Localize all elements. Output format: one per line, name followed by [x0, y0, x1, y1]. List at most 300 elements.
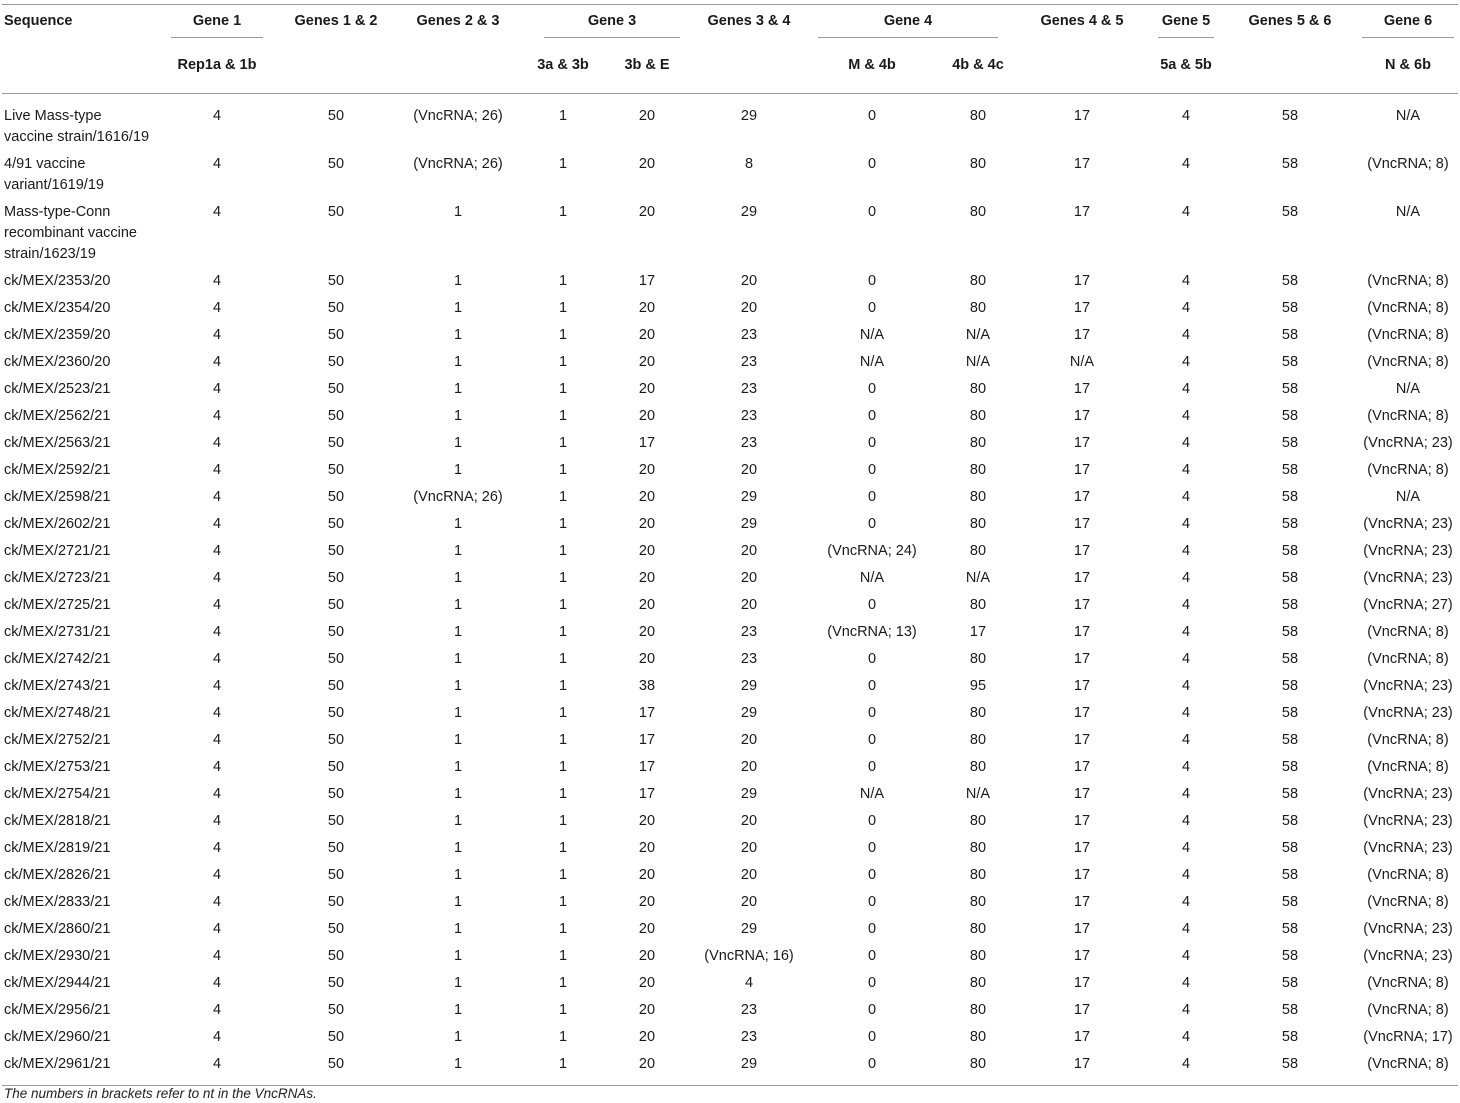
value-cell: 17	[1073, 1002, 1091, 1018]
value-cell: 17	[1073, 732, 1091, 748]
value-cell: 4	[212, 840, 222, 856]
value-cell: 4	[212, 543, 222, 559]
sequence-cell: ck/MEX/2956/21	[4, 1002, 111, 1018]
value-cell: 58	[1281, 570, 1299, 586]
value-cell: (VncRNA; 8)	[1367, 156, 1449, 172]
value-cell: 8	[744, 156, 754, 172]
value-cell: 4	[1181, 204, 1191, 220]
value-cell: 50	[327, 759, 345, 775]
value-cell: 1	[453, 597, 463, 613]
sequence-cell: ck/MEX/2930/21	[4, 948, 111, 964]
value-cell: (VncRNA; 8)	[1367, 651, 1449, 667]
value-cell: 0	[867, 867, 877, 883]
subheader-empty-3	[388, 49, 528, 94]
value-cell: 17	[1073, 381, 1091, 397]
value-cell: 17	[638, 705, 656, 721]
value-cell: 0	[867, 813, 877, 829]
value-cell: 4	[212, 651, 222, 667]
value-cell: 4	[1181, 597, 1191, 613]
value-cell: 4	[212, 813, 222, 829]
value-cell: 4	[1181, 975, 1191, 991]
value-cell: 1	[453, 354, 463, 370]
value-cell: 50	[327, 867, 345, 883]
value-cell: 4	[212, 624, 222, 640]
value-cell: 17	[1073, 867, 1091, 883]
value-cell: 29	[740, 204, 758, 220]
value-cell: 0	[867, 1056, 877, 1072]
value-cell: N/A	[1069, 354, 1095, 370]
table-row	[2, 430, 1458, 457]
value-cell: 1	[558, 786, 568, 802]
value-cell: 1	[453, 300, 463, 316]
value-cell: (VncRNA; 8)	[1367, 975, 1449, 991]
value-cell: 20	[638, 300, 656, 316]
value-cell: 4	[212, 732, 222, 748]
value-cell: 58	[1281, 516, 1299, 532]
value-cell: 4	[212, 975, 222, 991]
value-cell: 0	[867, 894, 877, 910]
table-row	[2, 94, 1458, 152]
value-cell: N/A	[1395, 381, 1421, 397]
value-cell: 1	[453, 624, 463, 640]
value-cell: 4	[212, 435, 222, 451]
value-cell: 4	[212, 108, 222, 124]
value-cell: 17	[1073, 300, 1091, 316]
value-cell: 1	[453, 732, 463, 748]
sequence-cell: ck/MEX/2523/21	[4, 381, 111, 397]
table-row	[2, 268, 1458, 295]
value-cell: 4	[212, 948, 222, 964]
value-cell: 50	[327, 273, 345, 289]
value-cell: 1	[558, 975, 568, 991]
value-cell: 80	[969, 489, 987, 505]
sequence-cell: ck/MEX/2360/20	[4, 354, 111, 370]
value-cell: (VncRNA; 8)	[1367, 1002, 1449, 1018]
value-cell: 17	[1073, 975, 1091, 991]
value-cell: (VncRNA; 23)	[1363, 543, 1453, 559]
value-cell: 29	[740, 108, 758, 124]
value-cell: 58	[1281, 435, 1299, 451]
header-gene1	[150, 5, 284, 50]
value-cell: 1	[453, 894, 463, 910]
value-cell: 20	[638, 813, 656, 829]
value-cell: 1	[453, 867, 463, 883]
sequence-cell: ck/MEX/2731/21	[4, 624, 111, 640]
value-cell: 4	[1181, 840, 1191, 856]
sequence-cell: ck/MEX/2562/21	[4, 408, 111, 424]
value-cell: 0	[867, 516, 877, 532]
value-cell: 20	[638, 462, 656, 478]
value-cell: 80	[969, 381, 987, 397]
value-cell: 4	[212, 516, 222, 532]
value-cell: 4	[1181, 651, 1191, 667]
table-row	[2, 970, 1458, 997]
value-cell: 50	[327, 435, 345, 451]
sequence-cell: ck/MEX/2753/21	[4, 759, 111, 775]
value-cell: 1	[453, 435, 463, 451]
value-cell: 1	[453, 462, 463, 478]
value-cell: 4	[212, 1029, 222, 1045]
value-cell: 17	[1073, 327, 1091, 343]
value-cell: 80	[969, 867, 987, 883]
value-cell: 4	[212, 786, 222, 802]
table-row	[2, 700, 1458, 727]
value-cell: 1	[453, 570, 463, 586]
value-cell: 4	[1181, 300, 1191, 316]
value-cell: 80	[969, 651, 987, 667]
value-cell: 4	[212, 489, 222, 505]
value-cell: 1	[558, 516, 568, 532]
value-cell: 17	[1073, 156, 1091, 172]
value-cell: 23	[740, 381, 758, 397]
value-cell: 50	[327, 624, 345, 640]
value-cell: 1	[558, 273, 568, 289]
value-cell: 1	[558, 597, 568, 613]
value-cell: 58	[1281, 1056, 1299, 1072]
value-cell: 17	[1073, 786, 1091, 802]
value-cell: 1	[453, 381, 463, 397]
value-cell: 80	[969, 921, 987, 937]
value-cell: 20	[638, 597, 656, 613]
value-cell: 4	[212, 273, 222, 289]
subheader-5a-5b: 5a & 5b	[1160, 57, 1212, 73]
value-cell: 29	[740, 1056, 758, 1072]
table-row	[2, 565, 1458, 592]
value-cell: 80	[969, 408, 987, 424]
value-cell: 80	[969, 732, 987, 748]
sequence-cell: ck/MEX/2563/21	[4, 435, 111, 451]
value-cell: 1	[453, 204, 463, 220]
sequence-cell: ck/MEX/2598/21	[4, 489, 111, 505]
value-cell: 20	[740, 867, 758, 883]
value-cell: 58	[1281, 204, 1299, 220]
value-cell: 20	[740, 543, 758, 559]
value-cell: 4	[1181, 156, 1191, 172]
value-cell: 4	[1181, 516, 1191, 532]
value-cell: 50	[327, 381, 345, 397]
value-cell: (VncRNA; 23)	[1363, 840, 1453, 856]
value-cell: 0	[867, 921, 877, 937]
value-cell: 50	[327, 1029, 345, 1045]
value-cell: 17	[1073, 840, 1091, 856]
header-genes34: Genes 3 & 4	[707, 13, 791, 29]
value-cell: 23	[740, 651, 758, 667]
table-row	[2, 646, 1458, 673]
value-cell: (VncRNA; 8)	[1367, 354, 1449, 370]
value-cell: 29	[740, 705, 758, 721]
sequence-cell: ck/MEX/2743/21	[4, 678, 111, 694]
value-cell: 1	[558, 156, 568, 172]
value-cell: 1	[558, 354, 568, 370]
header-genes23: Genes 2 & 3	[416, 13, 500, 29]
sequence-cell: 4/91 vaccine variant/1619/19	[4, 156, 104, 193]
value-cell: 0	[867, 975, 877, 991]
value-cell: 58	[1281, 543, 1299, 559]
value-cell: 50	[327, 732, 345, 748]
value-cell: (VncRNA; 8)	[1367, 300, 1449, 316]
value-cell: 50	[327, 1056, 345, 1072]
value-cell: (VncRNA; 8)	[1367, 624, 1449, 640]
value-cell: 4	[1181, 273, 1191, 289]
value-cell: 50	[327, 462, 345, 478]
sequence-cell: ck/MEX/2752/21	[4, 732, 111, 748]
value-cell: 1	[558, 732, 568, 748]
value-cell: 20	[740, 300, 758, 316]
value-cell: 17	[638, 732, 656, 748]
table-row	[2, 199, 1458, 268]
value-cell: 50	[327, 597, 345, 613]
header-genes45: Genes 4 & 5	[1040, 13, 1124, 29]
value-cell: 29	[740, 516, 758, 532]
value-cell: 1	[558, 921, 568, 937]
value-cell: 20	[740, 462, 758, 478]
value-cell: 58	[1281, 624, 1299, 640]
value-cell: 80	[969, 975, 987, 991]
sequence-cell: ck/MEX/2944/21	[4, 975, 111, 991]
header-gene4-label: Gene 4	[883, 13, 933, 29]
value-cell: 20	[638, 408, 656, 424]
value-cell: 1	[558, 813, 568, 829]
value-cell: 1	[558, 624, 568, 640]
value-cell: 17	[1073, 624, 1091, 640]
sequence-cell: ck/MEX/2354/20	[4, 300, 111, 316]
value-cell: 1	[453, 975, 463, 991]
value-cell: 50	[327, 108, 345, 124]
value-cell: 4	[1181, 813, 1191, 829]
value-cell: 0	[867, 597, 877, 613]
value-cell: 58	[1281, 300, 1299, 316]
value-cell: 58	[1281, 108, 1299, 124]
value-cell: (VncRNA; 23)	[1363, 948, 1453, 964]
value-cell: (VncRNA; 16)	[704, 948, 794, 964]
header-sequence: Sequence	[4, 13, 73, 29]
value-cell: 4	[212, 381, 222, 397]
value-cell: 50	[327, 543, 345, 559]
value-cell: 58	[1281, 1002, 1299, 1018]
value-cell: 4	[1181, 705, 1191, 721]
table-row	[2, 295, 1458, 322]
value-cell: 1	[558, 381, 568, 397]
value-cell: 58	[1281, 921, 1299, 937]
value-cell: 0	[867, 678, 877, 694]
value-cell: 4	[212, 204, 222, 220]
value-cell: 95	[969, 678, 987, 694]
value-cell: 17	[1073, 894, 1091, 910]
value-cell: 80	[969, 840, 987, 856]
value-cell: N/A	[965, 570, 991, 586]
value-cell: 80	[969, 948, 987, 964]
value-cell: 50	[327, 948, 345, 964]
value-cell: 17	[1073, 1029, 1091, 1045]
value-cell: 58	[1281, 381, 1299, 397]
sequence-cell: Mass-type-Conn recombinant vaccine strain/1623/19	[4, 204, 137, 262]
value-cell: 20	[740, 759, 758, 775]
value-cell: 20	[740, 597, 758, 613]
value-cell: 1	[453, 840, 463, 856]
header-genes56: Genes 5 & 6	[1248, 13, 1332, 29]
value-cell: 4	[1181, 624, 1191, 640]
value-cell: 1	[453, 543, 463, 559]
header-gene1-label: Gene 1	[192, 13, 242, 29]
value-cell: 17	[1073, 108, 1091, 124]
value-cell: (VncRNA; 23)	[1363, 921, 1453, 937]
subheader-n-6b: N & 6b	[1385, 57, 1431, 73]
value-cell: (VncRNA; 8)	[1367, 273, 1449, 289]
table-row	[2, 484, 1458, 511]
table-row	[2, 349, 1458, 376]
value-cell: 0	[867, 381, 877, 397]
value-cell: 4	[212, 678, 222, 694]
value-cell: 4	[212, 327, 222, 343]
table-row	[2, 997, 1458, 1024]
header-gene6	[1358, 5, 1458, 50]
subheader-empty-4	[696, 49, 802, 94]
value-cell: 20	[638, 894, 656, 910]
table-row	[2, 835, 1458, 862]
value-cell: 0	[867, 156, 877, 172]
subheader-empty-6	[1222, 49, 1358, 94]
value-cell: 1	[558, 678, 568, 694]
value-cell: 1	[453, 678, 463, 694]
value-cell: 20	[638, 975, 656, 991]
value-cell: 50	[327, 678, 345, 694]
value-cell: (VncRNA; 8)	[1367, 1056, 1449, 1072]
value-cell: 4	[212, 156, 222, 172]
value-cell: 80	[969, 516, 987, 532]
value-cell: 4	[1181, 408, 1191, 424]
value-cell: 4	[212, 867, 222, 883]
value-cell: 0	[867, 489, 877, 505]
value-cell: 0	[867, 204, 877, 220]
value-cell: 1	[453, 1002, 463, 1018]
value-cell: (VncRNA; 8)	[1367, 462, 1449, 478]
sequence-cell: ck/MEX/2602/21	[4, 516, 111, 532]
value-cell: 4	[1181, 108, 1191, 124]
table-row	[2, 943, 1458, 970]
value-cell: 17	[1073, 570, 1091, 586]
value-cell: (VncRNA; 8)	[1367, 408, 1449, 424]
table-header	[2, 5, 1458, 94]
value-cell: 20	[740, 813, 758, 829]
value-cell: 17	[1073, 489, 1091, 505]
value-cell: 50	[327, 570, 345, 586]
value-cell: 4	[212, 597, 222, 613]
table-row	[2, 376, 1458, 403]
value-cell: 17	[1073, 948, 1091, 964]
value-cell: 58	[1281, 759, 1299, 775]
header-gene5-label: Gene 5	[1161, 13, 1211, 29]
value-cell: 20	[740, 732, 758, 748]
subheader-3a-3b: 3a & 3b	[537, 57, 589, 73]
value-cell: 50	[327, 651, 345, 667]
value-cell: 20	[638, 651, 656, 667]
value-cell: 23	[740, 408, 758, 424]
value-cell: 17	[1073, 543, 1091, 559]
value-cell: 4	[212, 705, 222, 721]
value-cell: 20	[638, 108, 656, 124]
value-cell: (VncRNA; 8)	[1367, 867, 1449, 883]
value-cell: 50	[327, 408, 345, 424]
value-cell: 1	[558, 204, 568, 220]
value-cell: 1	[558, 1002, 568, 1018]
value-cell: 20	[638, 516, 656, 532]
value-cell: N/A	[1395, 204, 1421, 220]
value-cell: 4	[212, 1002, 222, 1018]
value-cell: 58	[1281, 408, 1299, 424]
table-row	[2, 1051, 1458, 1086]
sequence-cell: ck/MEX/2819/21	[4, 840, 111, 856]
table-row	[2, 619, 1458, 646]
value-cell: 23	[740, 624, 758, 640]
value-cell: 1	[558, 108, 568, 124]
header-gene4-rule	[818, 37, 998, 38]
value-cell: 0	[867, 108, 877, 124]
table-row	[2, 727, 1458, 754]
value-cell: 1	[558, 408, 568, 424]
value-cell: (VncRNA; 8)	[1367, 327, 1449, 343]
value-cell: (VncRNA; 23)	[1363, 570, 1453, 586]
table-footnote: The numbers in brackets refer to nt in the VncRNAs.	[4, 1086, 317, 1101]
value-cell: 1	[558, 435, 568, 451]
header-gene5-rule	[1158, 37, 1214, 38]
value-cell: 4	[1181, 1056, 1191, 1072]
value-cell: 1	[558, 300, 568, 316]
value-cell: 0	[867, 435, 877, 451]
value-cell: 58	[1281, 705, 1299, 721]
value-cell: 4	[1181, 1002, 1191, 1018]
value-cell: 4	[1181, 786, 1191, 802]
value-cell: 4	[1181, 381, 1191, 397]
header-gene3-rule	[544, 37, 680, 38]
value-cell: 17	[638, 273, 656, 289]
value-cell: 80	[969, 435, 987, 451]
value-cell: 80	[969, 1002, 987, 1018]
value-cell: (VncRNA; 23)	[1363, 516, 1453, 532]
value-cell: 50	[327, 204, 345, 220]
value-cell: 58	[1281, 732, 1299, 748]
value-cell: 80	[969, 300, 987, 316]
value-cell: 17	[1073, 921, 1091, 937]
value-cell: 17	[638, 786, 656, 802]
value-cell: N/A	[965, 327, 991, 343]
value-cell: 1	[558, 948, 568, 964]
value-cell: 1	[453, 1056, 463, 1072]
value-cell: 0	[867, 1002, 877, 1018]
value-cell: 58	[1281, 786, 1299, 802]
value-cell: 20	[638, 840, 656, 856]
value-cell: 80	[969, 543, 987, 559]
value-cell: 0	[867, 651, 877, 667]
value-cell: 80	[969, 894, 987, 910]
table-row	[2, 1024, 1458, 1051]
subheader-empty-5	[1014, 49, 1150, 94]
header-gene3-label: Gene 3	[587, 13, 637, 29]
table-row	[2, 457, 1458, 484]
value-cell: 17	[1073, 597, 1091, 613]
sequence-cell: ck/MEX/2833/21	[4, 894, 111, 910]
value-cell: 4	[212, 462, 222, 478]
value-cell: 4	[1181, 678, 1191, 694]
value-cell: 4	[1181, 543, 1191, 559]
value-cell: 1	[558, 1056, 568, 1072]
value-cell: 1	[453, 921, 463, 937]
sequence-cell: ck/MEX/2359/20	[4, 327, 111, 343]
sequence-cell: ck/MEX/2754/21	[4, 786, 111, 802]
table-row	[2, 511, 1458, 538]
value-cell: 50	[327, 813, 345, 829]
value-cell: 20	[638, 1029, 656, 1045]
table-row	[2, 538, 1458, 565]
